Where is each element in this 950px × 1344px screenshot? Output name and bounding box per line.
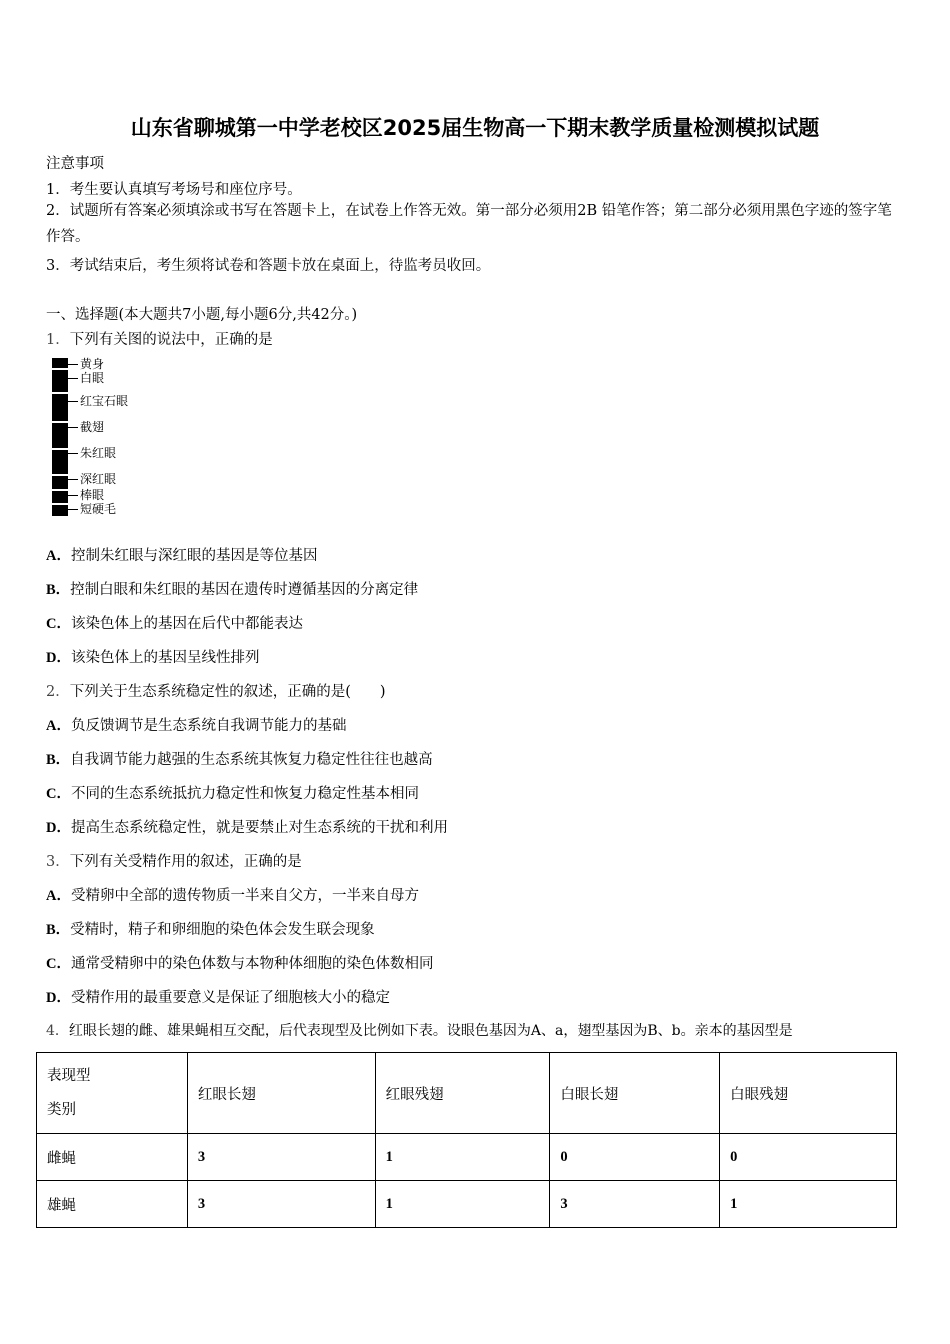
option-letter: D． — [46, 820, 71, 836]
question-2-option-a — [46, 714, 346, 735]
table-cell: 1 — [720, 1181, 897, 1228]
gene-label: 黄身 — [80, 357, 105, 371]
option-letter: B． — [46, 752, 71, 768]
option-text: 受精卵中全部的遗传物质一半来自父方，一半来自母方 — [70, 888, 419, 904]
question-3-stem — [46, 850, 302, 871]
question-text: 下列有关图的说法中，正确的是 — [69, 332, 273, 348]
table-cell: 3 — [550, 1181, 720, 1228]
page-title: 山东省聊城第一中学老校区2025届生物高一下期末教学质量检测模拟试题 — [130, 116, 820, 140]
option-letter: D． — [46, 650, 71, 666]
question-3-option-b — [46, 918, 375, 939]
table-header-cell: 红眼残翅 — [375, 1053, 550, 1134]
option-text: 该染色体上的基因在后代中都能表达 — [70, 616, 303, 632]
table-header-cell: 白眼残翅 — [720, 1053, 897, 1134]
table-row — [37, 1181, 897, 1228]
option-text: 不同的生态系统抵抗力稳定性和恢复力稳定性基本相同 — [70, 786, 419, 802]
chromosome-band — [52, 474, 68, 476]
gene-tick — [68, 479, 78, 480]
table-cell: 0 — [720, 1134, 897, 1181]
option-letter: C． — [46, 616, 71, 632]
section-heading: 一、选择题(本大题共7小题,每小题6分,共42分。) — [46, 307, 358, 323]
table-row — [37, 1134, 897, 1181]
question-number: 2． — [46, 684, 70, 700]
option-letter: B． — [46, 922, 71, 938]
option-text: 受精作用的最重要意义是保证了细胞核大小的稳定 — [70, 990, 390, 1006]
option-text: 提高生态系统稳定性，就是要禁止对生态系统的干扰和利用 — [70, 820, 448, 836]
gene-label: 朱红眼 — [80, 446, 117, 460]
option-letter: C． — [46, 956, 71, 972]
table-cell: 3 — [187, 1134, 375, 1181]
table-cell: 1 — [375, 1181, 550, 1228]
phenotype-table — [36, 1052, 897, 1228]
question-4-stem — [46, 1020, 793, 1040]
table-row-label: 雌蝇 — [37, 1134, 188, 1181]
question-text: 下列有关受精作用的叙述，正确的是 — [69, 854, 302, 870]
notice-item-3: 3．考试结束后，考生须将试卷和答题卡放在桌面上，待监考员收回。 — [46, 258, 491, 274]
option-text: 控制白眼和朱红眼的基因在遗传时遵循基因的分离定律 — [70, 582, 419, 598]
option-letter: A． — [46, 888, 71, 904]
chromosome-band — [52, 392, 68, 394]
table-cell: 3 — [187, 1181, 375, 1228]
notice-heading: 注意事项 — [46, 156, 104, 172]
chromosome-bar — [52, 358, 68, 516]
gene-label: 短硬毛 — [80, 502, 117, 516]
header-category: 类别 — [47, 1102, 76, 1118]
chromosome-band — [52, 489, 68, 491]
option-text: 受精时，精子和卵细胞的染色体会发生联会现象 — [70, 922, 375, 938]
option-text: 负反馈调节是生态系统自我调节能力的基础 — [70, 718, 347, 734]
gene-tick — [68, 427, 78, 428]
question-3-option-c — [46, 952, 433, 973]
question-1-option-c — [46, 612, 303, 633]
question-number: 3． — [46, 854, 70, 870]
option-letter: A． — [46, 548, 71, 564]
chromosome-diagram — [50, 358, 170, 518]
gene-tick — [68, 401, 78, 402]
header-phenotype: 表现型 — [47, 1068, 91, 1084]
gene-label: 深红眼 — [80, 472, 117, 486]
option-text: 通常受精卵中的染色体数与本物种体细胞的染色体数相同 — [70, 956, 434, 972]
table-header-row — [37, 1053, 897, 1134]
question-1-option-b — [46, 578, 418, 599]
option-text: 控制朱红眼与深红眼的基因是等位基因 — [70, 548, 318, 564]
option-text: 该染色体上的基因呈线性排列 — [70, 650, 260, 666]
gene-tick — [68, 509, 78, 510]
question-2-option-c — [46, 782, 419, 803]
question-1-option-d — [46, 646, 259, 667]
gene-label: 截翅 — [80, 420, 105, 434]
option-letter: A． — [46, 718, 71, 734]
gene-label: 红宝石眼 — [80, 394, 129, 408]
table-header-cell — [37, 1053, 188, 1134]
chromosome-band — [52, 448, 68, 450]
gene-tick — [68, 364, 78, 365]
question-2-stem — [46, 680, 386, 701]
table-header-cell: 红眼长翅 — [187, 1053, 375, 1134]
question-2-option-d — [46, 816, 448, 837]
notice-item-1: 1．考生要认真填写考场号和座位序号。 — [46, 182, 302, 198]
gene-tick — [68, 378, 78, 379]
table-cell: 1 — [375, 1134, 550, 1181]
question-number: 1． — [46, 332, 70, 348]
question-text: 下列关于生态系统稳定性的叙述，正确的是( ) — [69, 684, 386, 700]
question-number: 4． — [46, 1023, 69, 1039]
table-row-label: 雄蝇 — [37, 1181, 188, 1228]
gene-tick — [68, 495, 78, 496]
chromosome-band — [52, 503, 68, 505]
table-header-cell: 白眼长翅 — [550, 1053, 720, 1134]
option-letter: D． — [46, 990, 71, 1006]
gene-label: 白眼 — [80, 371, 105, 385]
option-text: 自我调节能力越强的生态系统其恢复力稳定性往往也越高 — [70, 752, 433, 768]
question-3-option-a — [46, 884, 419, 905]
gene-label: 棒眼 — [80, 488, 105, 502]
option-letter: C． — [46, 786, 71, 802]
chromosome-band — [52, 368, 68, 370]
notice-item-2: 2．试题所有答案必须填涂或书写在答题卡上，在试卷上作答无效。第一部分必须用2B 铅笔作答；第二部分必须用黑色字迹的签字笔作答。 — [46, 203, 892, 245]
question-1-option-a — [46, 544, 317, 565]
gene-tick — [68, 453, 78, 454]
question-3-option-d — [46, 986, 390, 1007]
question-2-option-b — [46, 748, 433, 769]
chromosome-band — [52, 421, 68, 423]
option-letter: B． — [46, 582, 71, 598]
table-cell: 0 — [550, 1134, 720, 1181]
question-text: 红眼长翅的雌、雄果蝇相互交配，后代表现型及比例如下表。设眼色基因为A、a，翅型基因为B、b。亲本的基因型是 — [68, 1023, 793, 1039]
question-1-stem — [46, 328, 273, 349]
